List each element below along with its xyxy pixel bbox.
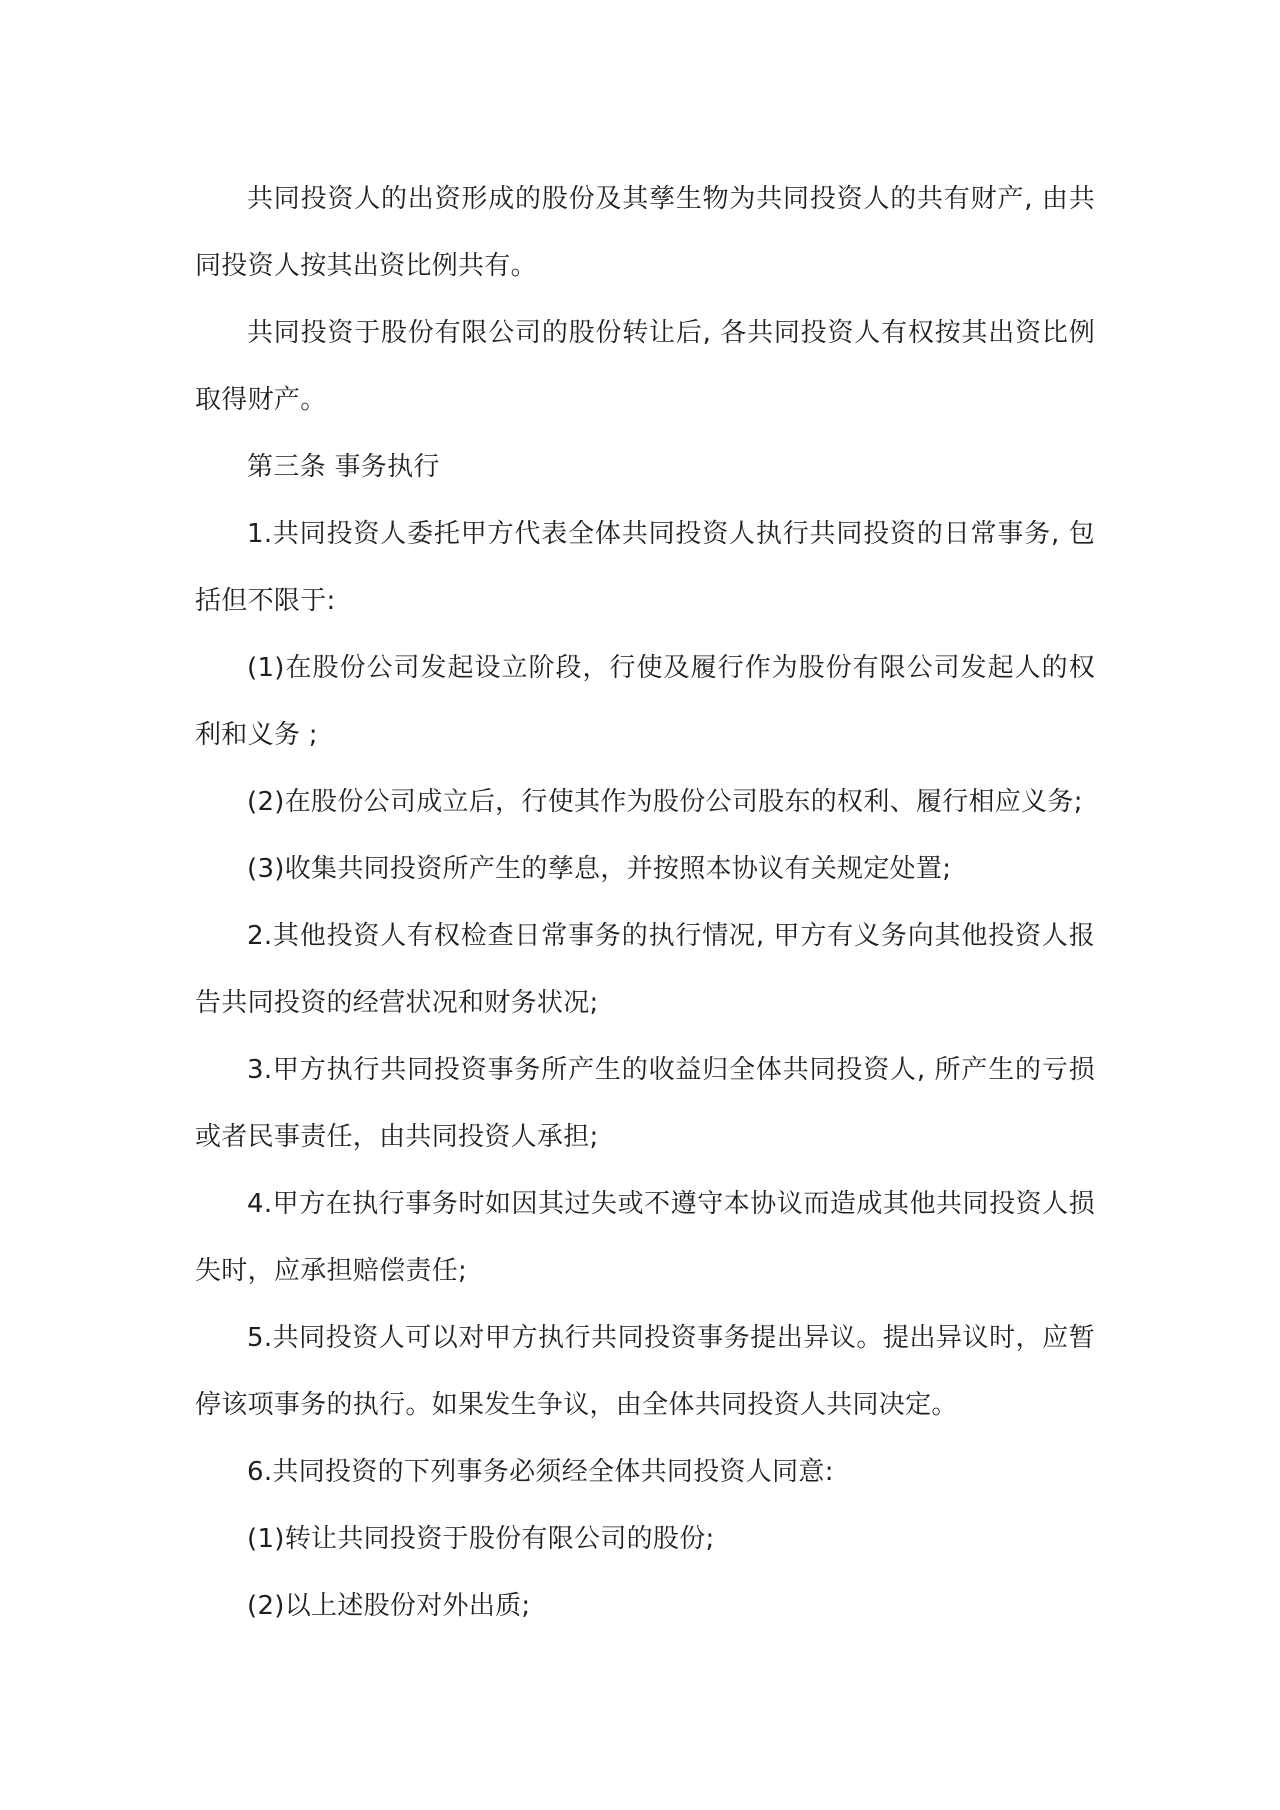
paragraph-clause-1-item-1: (1)在股份公司发起设立阶段，行使及履行作为股份有限公司发起人的权利和义务 ; bbox=[195, 653, 1095, 750]
paragraph-clause-6-item-2: (2)以上述股份对外出质; bbox=[247, 1591, 531, 1621]
section-heading-article-3: 第三条 事务执行 bbox=[247, 452, 440, 482]
paragraph-share-transfer: 共同投资于股份有限公司的股份转让后, 各共同投资人有权按其出资比例取得财产。 bbox=[195, 318, 1095, 415]
document-body bbox=[195, 166, 1095, 1640]
paragraph-clause-3: 3.甲方执行共同投资事务所产生的收益归全体共同投资人, 所产生的亏损或者民事责任，由共同投资人承担; bbox=[195, 1055, 1095, 1152]
paragraph-clause-4: 4.甲方在执行事务时如因其过失或不遵守本协议而造成其他共同投资人损失时，应承担赔偿责任; bbox=[195, 1189, 1095, 1286]
paragraph-clause-2: 2.其他投资人有权检查日常事务的执行情况, 甲方有义务向其他投资人报告共同投资的经营状况和财务状况; bbox=[195, 921, 1095, 1018]
paragraph-clause-6: 6.共同投资的下列事务必须经全体共同投资人同意: bbox=[247, 1457, 834, 1487]
paragraph-clause-1: 1.共同投资人委托甲方代表全体共同投资人执行共同投资的日常事务, 包括但不限于: bbox=[195, 519, 1095, 616]
paragraph-clause-1-item-3: (3)收集共同投资所产生的孳息，并按照本协议有关规定处置; bbox=[247, 854, 952, 884]
paragraph-joint-property: 共同投资人的出资形成的股份及其孳生物为共同投资人的共有财产, 由共同投资人按其出资比例共有。 bbox=[195, 184, 1095, 281]
paragraph-clause-5: 5.共同投资人可以对甲方执行共同投资事务提出异议。提出异议时，应暂停该项事务的执行。如果发生争议，由全体共同投资人共同决定。 bbox=[195, 1323, 1095, 1420]
paragraph-clause-1-item-2: (2)在股份公司成立后，行使其作为股份公司股东的权利、履行相应义务; bbox=[247, 787, 1083, 817]
paragraph-clause-6-item-1: (1)转让共同投资于股份有限公司的股份; bbox=[247, 1524, 715, 1554]
